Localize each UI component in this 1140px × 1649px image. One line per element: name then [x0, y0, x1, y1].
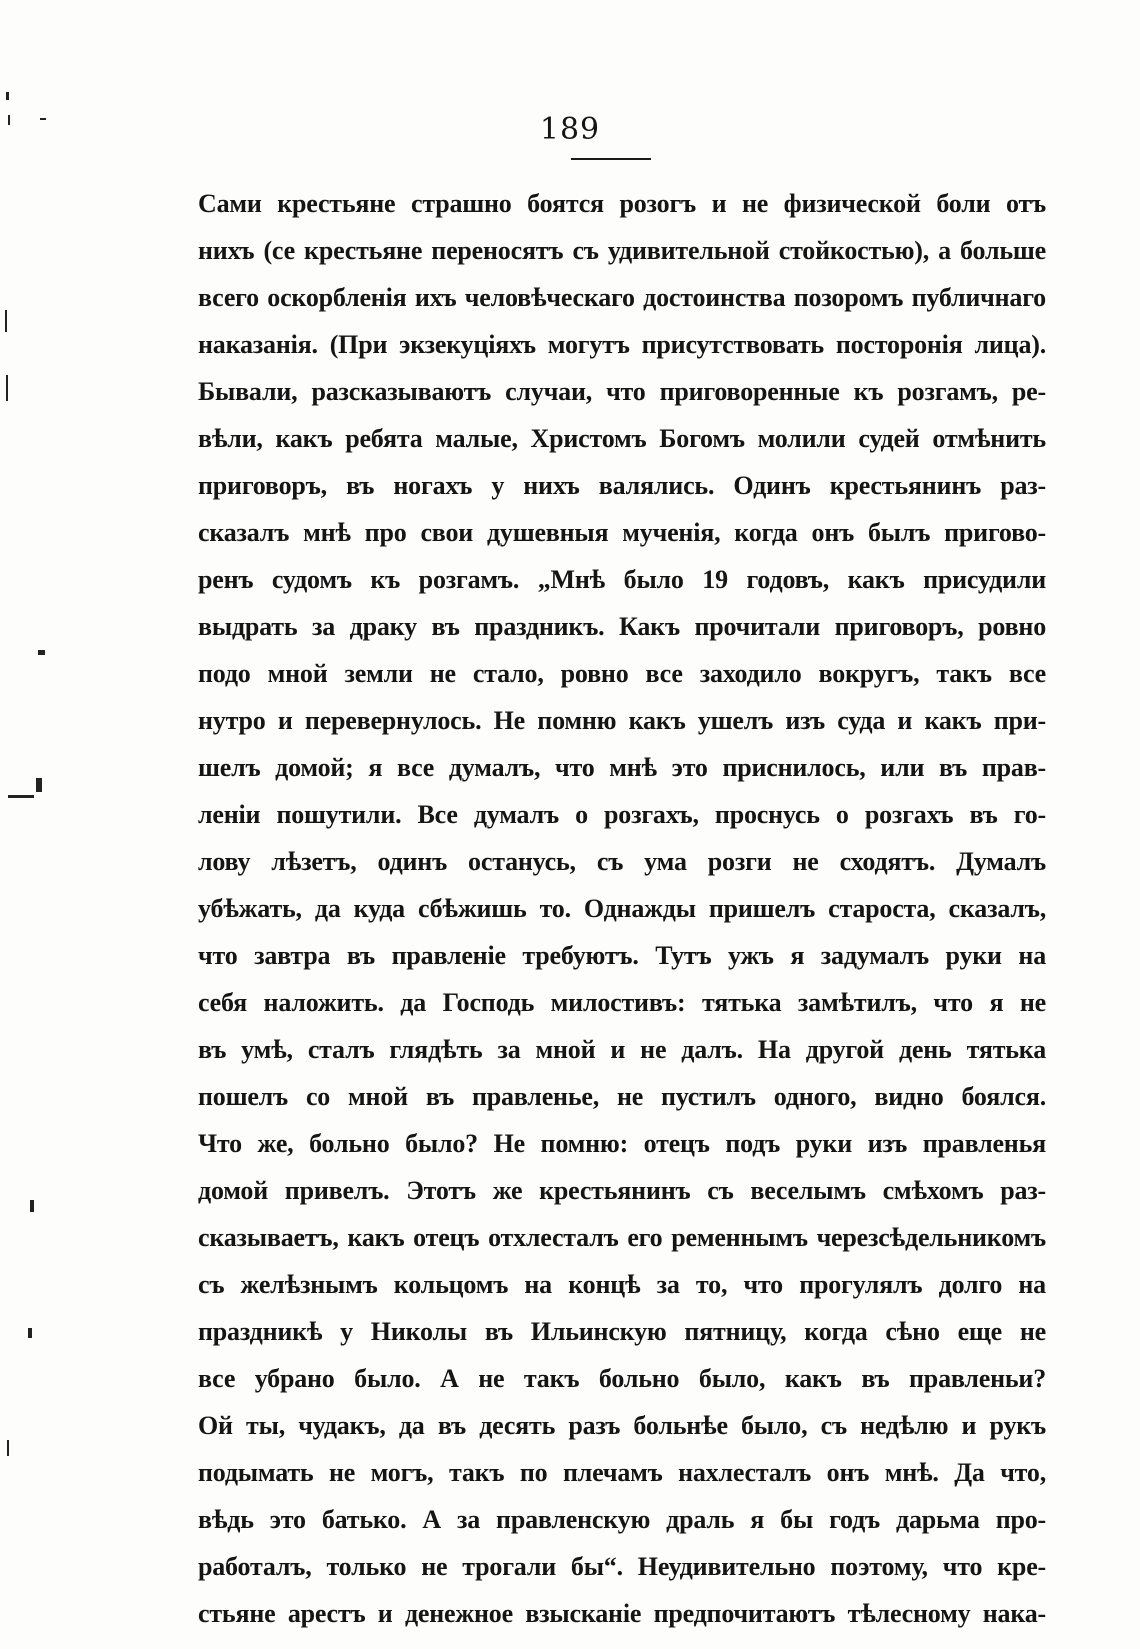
text-line: пошелъ со мной въ правленье, не пустилъ одного, видно боялся. [198, 1082, 1046, 1111]
scan-speck [36, 778, 42, 792]
text-line: подымать не могъ, такъ по плечамъ нахлесталъ онъ мнѣ. Да что, [198, 1458, 1046, 1487]
text-line: вѣдь это батько. А за правленскую драль я бы годъ дарьма про- [198, 1505, 1046, 1534]
text-line: вѣли, какъ ребята малые, Христомъ Богомъ молили судей отмѣнить [198, 424, 1046, 453]
body-text [198, 180, 1046, 1637]
text-line: праздникѣ у Николы въ Ильинскую пятницу, когда сѣно еще не [198, 1317, 1046, 1346]
text-line: ренъ судомъ къ розгамъ. „Мнѣ было 19 годовъ, какъ присудили [198, 565, 1046, 594]
text-line: леніи пошутили. Все думалъ о розгахъ, проснусь о розгахъ въ го- [198, 800, 1046, 829]
scan-speck [8, 115, 10, 125]
page-number-rule [571, 158, 651, 160]
text-line: выдрать за драку въ праздникъ. Какъ прочитали приговоръ, ровно [198, 612, 1046, 641]
text-line: наказанія. (При экзекуціяхъ могутъ присутствовать посторонія лица). [198, 330, 1046, 359]
scan-speck [38, 650, 45, 655]
text-line: подо мной земли не стало, ровно все заходило вокругъ, такъ все [198, 659, 1046, 688]
text-line: работалъ, только не трогали бы“. Неудивительно поэтому, что кре- [198, 1552, 1046, 1581]
text-line: Бывали, разсказываютъ случаи, что приговоренные къ розгамъ, ре- [198, 377, 1046, 406]
scan-speck [6, 375, 8, 401]
text-line: съ желѣзнымъ кольцомъ на концѣ за то, что прогулялъ долго на [198, 1270, 1046, 1299]
scan-speck [28, 1328, 32, 1338]
text-line: все убрано было. А не такъ больно было, какъ въ правленьи? [198, 1364, 1046, 1393]
text-line: сказываетъ, какъ отецъ отхлесталъ его ременнымъ черезсѣдельникомъ [198, 1223, 1046, 1252]
text-line: стьяне арестъ и денежное взысканіе предпочитаютъ тѣлесному нака- [198, 1599, 1046, 1628]
text-line: Что же, больно было? Не помню: отецъ подъ руки изъ правленья [198, 1129, 1046, 1158]
page-number: 189 [539, 112, 601, 147]
scan-speck [30, 1200, 34, 1212]
text-line: сказалъ мнѣ про свои душевныя мученія, когда онъ былъ пригово- [198, 518, 1046, 547]
text-line: всего оскорбленія ихъ человѣческаго достоинства позоромъ публичнаго [198, 283, 1046, 312]
text-line: нихъ (се крестьяне переносятъ съ удивительной стойкостью), а больше [198, 236, 1046, 265]
text-line: Сами крестьяне страшно боятся розогъ и не физической боли отъ [198, 189, 1046, 218]
text-line: въ умѣ, сталъ глядѣть за мной и не далъ. На другой день тятька [198, 1035, 1046, 1064]
text-line: шелъ домой; я все думалъ, что мнѣ это приснилось, или въ прав- [198, 753, 1046, 782]
text-line: лову лѣзетъ, одинъ останусь, съ ума розги не сходятъ. Думалъ [198, 847, 1046, 876]
text-line: нутро и перевернулось. Не помню какъ ушелъ изъ суда и какъ при- [198, 706, 1046, 735]
scan-speck [40, 118, 46, 120]
text-line: убѣжать, да куда сбѣжишь то. Однажды пришелъ староста, сказалъ, [198, 894, 1046, 923]
text-line: что завтра въ правленіе требуютъ. Тутъ ужъ я задумалъ руки на [198, 941, 1046, 970]
text-line: себя наложить. да Господь милостивъ: тятька замѣтилъ, что я не [198, 988, 1046, 1017]
scan-speck [7, 1440, 9, 1456]
text-line: Ой ты, чудакъ, да въ десять разъ больнѣе было, съ недѣлю и рукъ [198, 1411, 1046, 1440]
text-line: приговоръ, въ ногахъ у нихъ валялись. Одинъ крестьянинъ раз- [198, 471, 1046, 500]
text-line: домой привелъ. Этотъ же крестьянинъ съ веселымъ смѣхомъ раз- [198, 1176, 1046, 1205]
scan-speck [5, 310, 7, 332]
scan-speck [6, 92, 9, 100]
scan-speck [8, 795, 34, 798]
